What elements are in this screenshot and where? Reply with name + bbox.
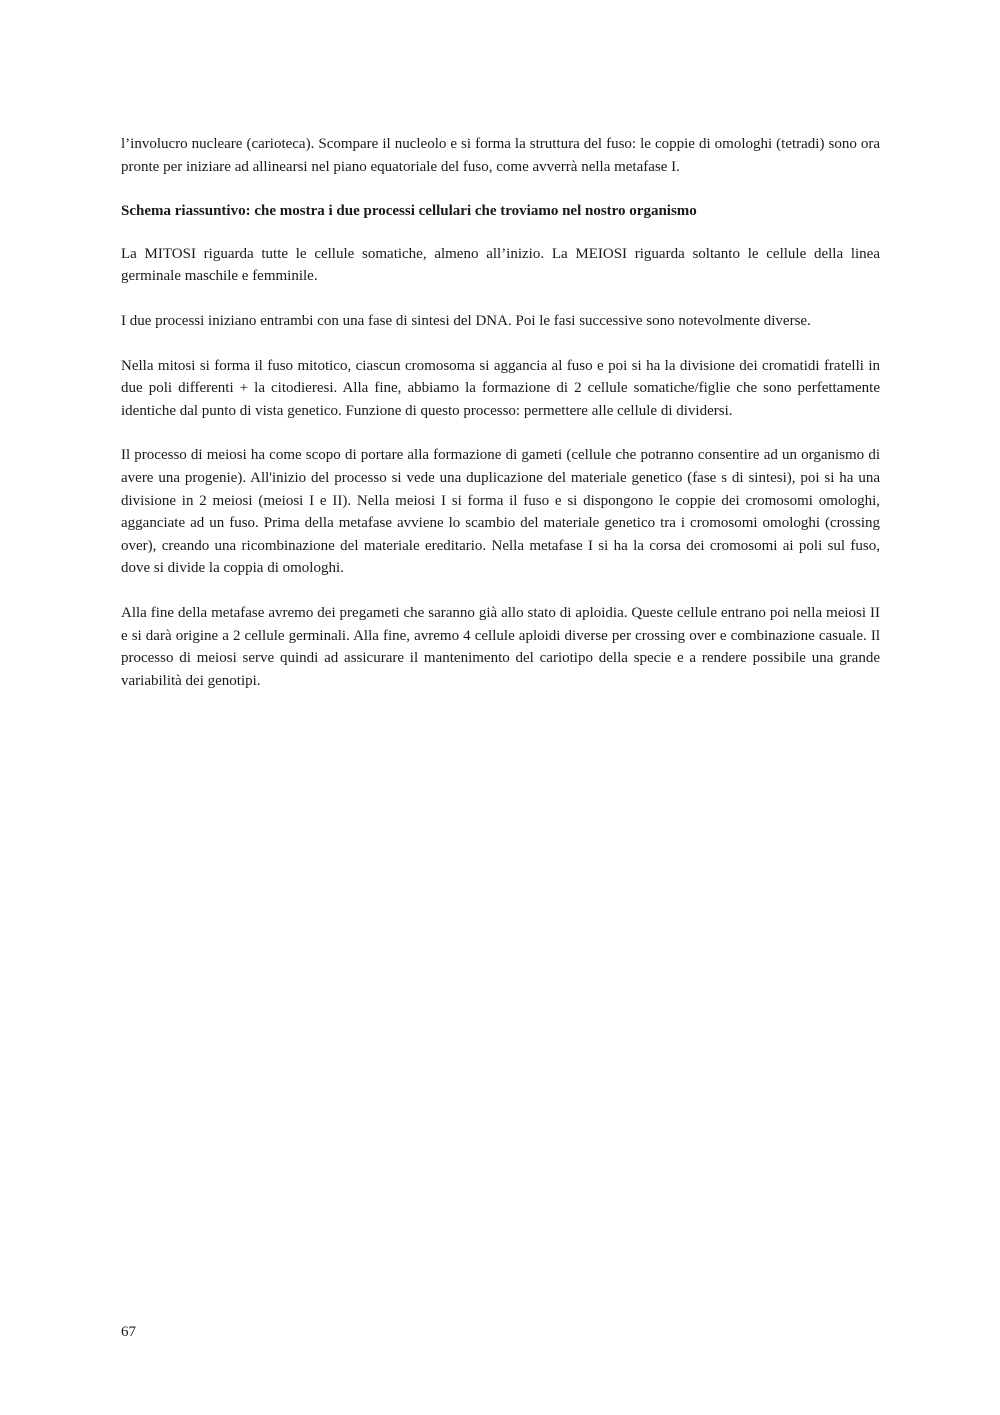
- paragraph-mitosi: Nella mitosi si forma il fuso mitotico, ciascun cromosoma si aggancia al fuso e poi si ha la divisione dei cromatidi fratelli in due poli differenti + la citodieresi. Alla fine, abbiamo la formazione di 2 cellule somatiche/figlie che sono perfettamente identiche dal punto di vista genetico. Funzione di questo processo: permettere alle cellule di dividersi.: [121, 357, 880, 419]
- paragraph-intro: l’involucro nucleare (carioteca). Scompare il nucleolo e si forma la struttura del fuso: le coppie di omologhi (tetradi) sono ora pronte per iniziare ad allinearsi nel piano equatoriale del fuso, come avverrà nella metafase I.: [121, 136, 880, 175]
- paragraph-mitosi-meiosi: La MITOSI riguarda tutte le cellule somatiche, almeno all’inizio. La MEIOSI riguarda soltanto le cellule della linea germinale maschile e femminile.: [121, 245, 880, 285]
- paragraph-conclusione: Alla fine della metafase avremo dei pregameti che saranno già allo stato di aploidia. Queste cellule entrano poi nella meiosi II e si darà origine a 2 cellule germinali. Alla fine, avremo 4 cellule aploidi diverse per crossing over e combinazione casuale. Il processo di meiosi serve quindi ad assicurare il mantenimento del cariotipo della specie e a rendere possibile una grande variabilità dei genotipi.: [121, 604, 880, 689]
- paragraph-sintesi-dna: I due processi iniziano entrambi con una fase di sintesi del DNA. Poi le fasi successive sono notevolmente diverse.: [121, 312, 811, 329]
- section-heading: Schema riassuntivo: che mostra i due processi cellulari che troviamo nel nostro organismo: [121, 203, 697, 220]
- page-number: 67: [121, 1324, 136, 1340]
- paragraph-meiosi: Il processo di meiosi ha come scopo di portare alla formazione di gameti (cellule che potranno consentire ad un organismo di avere una progenie). All'inizio del processo si vede una duplicazione del materiale genetico (fase s di sintesi), poi si ha una divisione in 2 meiosi (meiosi I e II). Nella meiosi I si forma il fuso e si dispongono le coppie dei cromosomi omologhi, agganciate ad un fuso. Prima della metafase avviene lo scambio del materiale genetico tra i cromosomi omologhi (crossing over), creando una ricombinazione del materiale ereditario. Nella metafase I si ha la corsa dei cromosomi ai poli sul fuso, dove si divide la coppia di omologhi.: [121, 447, 880, 577]
- document-body: [121, 133, 880, 714]
